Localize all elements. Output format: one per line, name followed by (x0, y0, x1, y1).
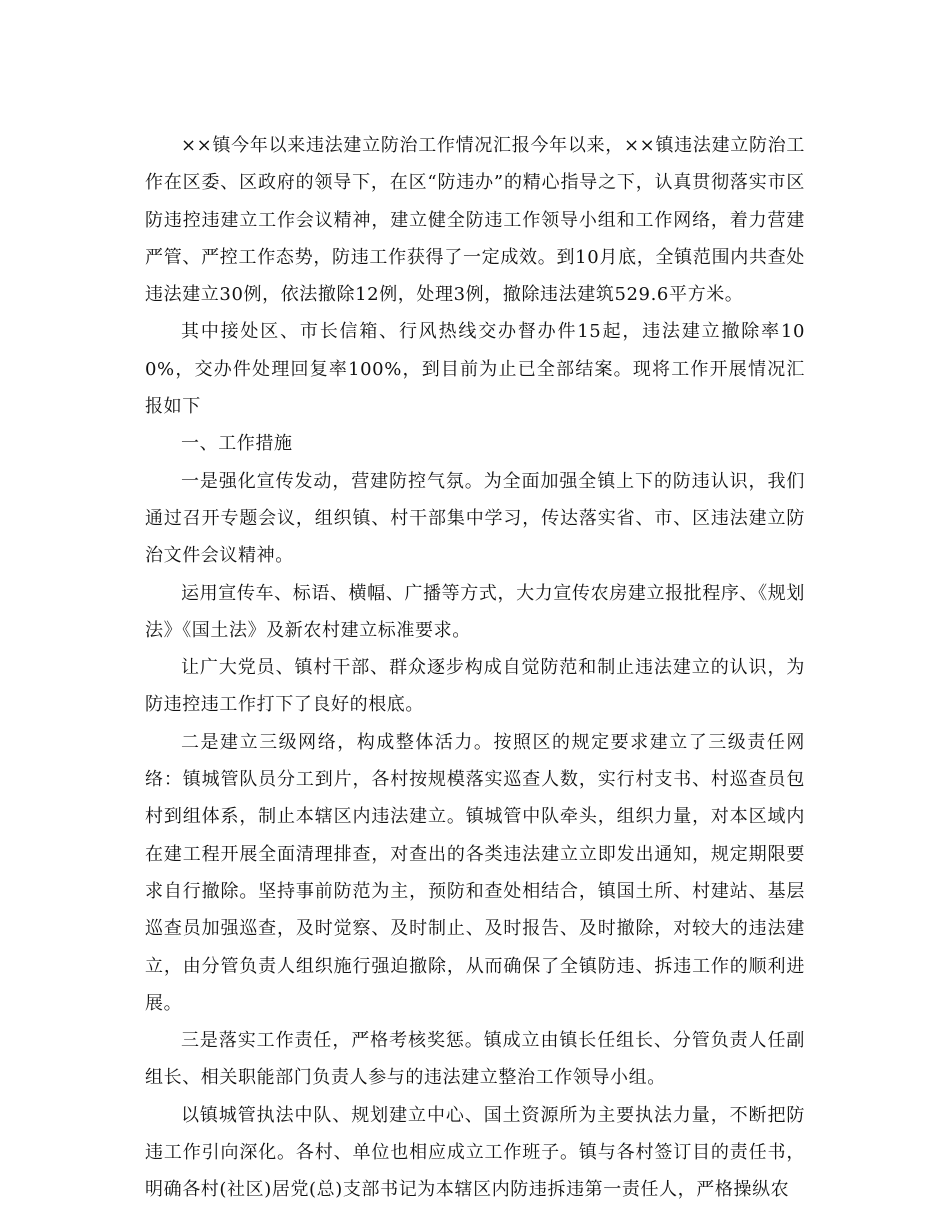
paragraph-measure-responsibility: 三是落实工作责任，严格考核奖惩。镇成立由镇长任组长、分管负责人任副组长、相关职能部门负责人参与的违法建立整治工作领导小组。 (145, 1030, 805, 1089)
paragraph-measure-network: 二是建立三级网络，构成整体活力。按照区的规定要求建立了三级责任网络：镇城管队员分工到片，各村按规模落实巡查人数，实行村支书、村巡查员包村到组体系，制止本辖区内违法建立。镇城管中队牵头，组织力量，对本区域内在建工程开展全面清理排查，对查出的各类违法建立立即发出通知，规定期限要求自行撤除。坚持事前防范为主，预防和查处相结合，镇国土所、村建站、基层巡查员加强巡查，及时觉察、及时制止、及时报告、及时撤除，对较大的违法建立，由分管负责人组织施行强迫撤除，从而确保了全镇防违、拆违工作的顺利进展。 (145, 731, 805, 1014)
paragraph-enforcement-force: 以镇城管执法中队、规划建立中心、国土资源所为主要执法力量，不断把防违工作引向深化。各村、单位也相应成立工作班子。镇与各村签订目的责任书，明确各村(社区)居党(总)支部书记为本辖区内防违拆违第一责任人，严格操纵农 (145, 1104, 805, 1201)
paragraph-measure-publicity: 一是强化宣传发动，营建防控气氛。为全面加强全镇上下的防违认识，我们通过召开专题会议，组织镇、村干部集中学习，传达落实省、市、区违法建立防治文件会议精神。 (145, 470, 805, 567)
document-body (145, 127, 805, 1209)
paragraph-report-intro: ××镇今年以来违法建立防治工作情况汇报今年以来，××镇违法建立防治工作在区委、区政府的领导下，在区“防违办”的精心指导之下，认真贯彻落实市区防违控违建立工作会议精神，建立健全防违工作领导小组和工作网络，着力营建严管、严控工作态势，防违工作获得了一定成效。到10月底，全镇范围内共查处违法建立30例，依法撤除12例，处理3例，撤除违法建筑529.6平方米。 (145, 135, 805, 306)
paragraph-publicity-methods: 运用宣传车、标语、横幅、广播等方式，大力宣传农房建立报批程序、《规划法》《国土法》及新农村建立标准要求。 (145, 582, 805, 641)
section-heading-work-measures: 一、工作措施 (181, 433, 293, 455)
paragraph-petition-cases: 其中接处区、市长信箱、行风热线交办督办件15起，违法建立撤除率100%，交办件处理回复率100%，到目前为止已全部结案。现将工作开展情况汇报如下 (145, 321, 805, 418)
paragraph-awareness: 让广大党员、镇村干部、群众逐步构成自觉防范和制止违法建立的认识，为防违控违工作打下了良好的根底。 (145, 657, 805, 716)
